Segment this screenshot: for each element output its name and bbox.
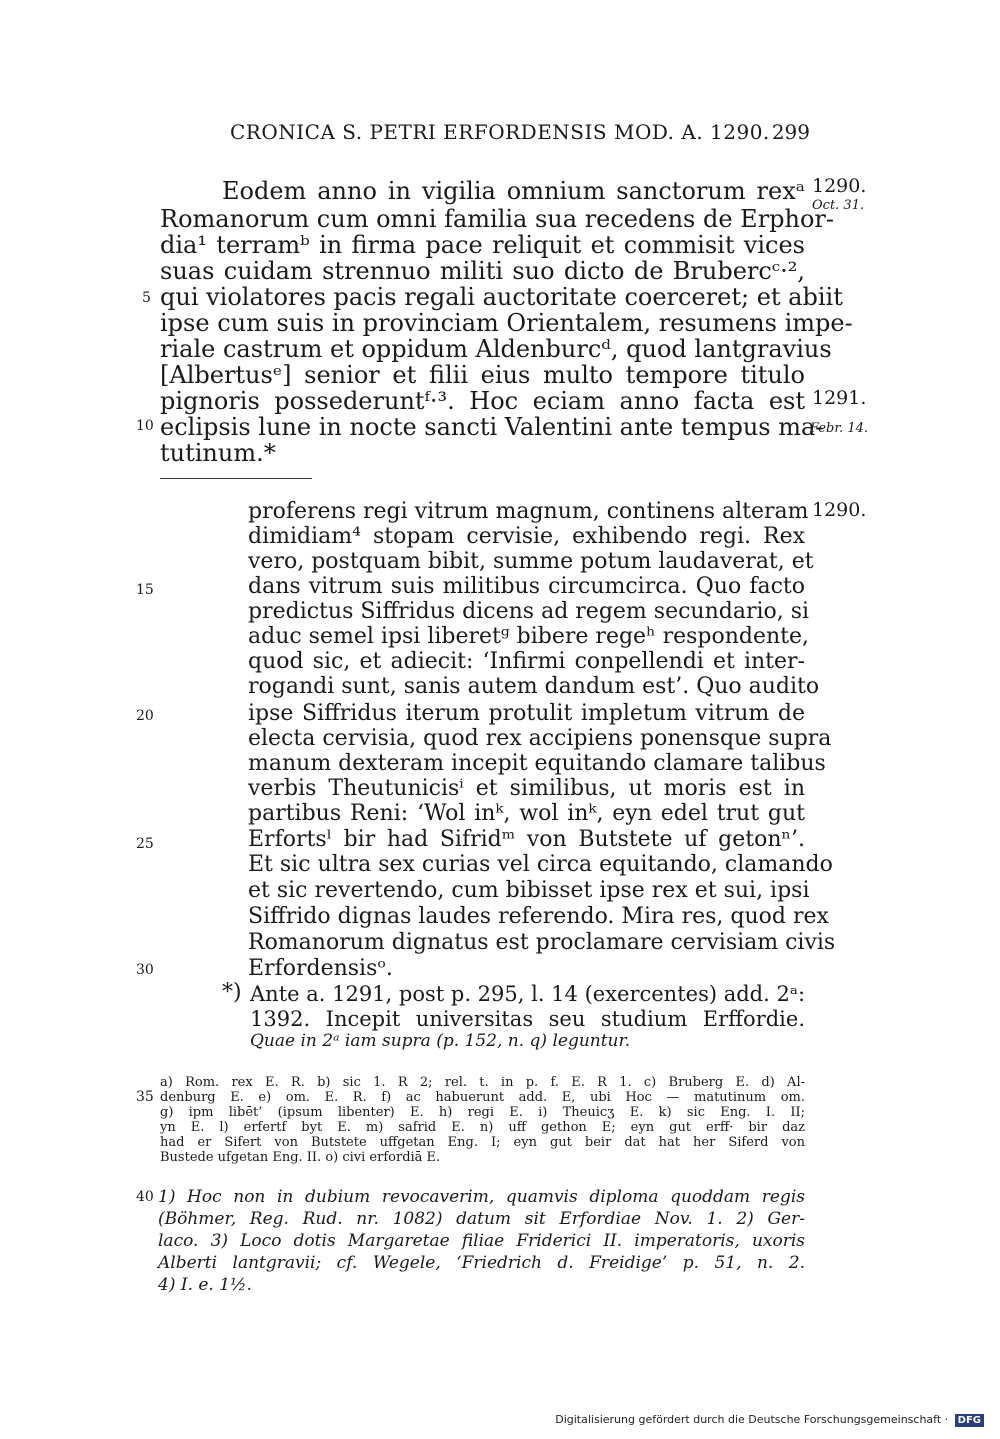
- recension-line: quod sic, et adiecit: ‘Infirmi conpellendi et inter-: [248, 649, 805, 674]
- recension-line: dans vitrum suis militibus circumcirca. Quo facto: [248, 574, 805, 599]
- main-text-line: eclipsis lune in nocte sancti Valentini ante tempus ma-: [160, 413, 824, 441]
- margin-year: 1290.: [812, 175, 867, 197]
- apparatus-line: denburg E. e) om. E. R. f) ac habuerunt add. E, ubi Hoc — matutinum om.: [160, 1090, 805, 1105]
- footnote-line: Alberti lantgravii; cf. Wegele, ‘Friedrich d. Freidige’ p. 51, n. 2.: [158, 1253, 805, 1273]
- apparatus-line: a) Rom. rex E. R. b) sic 1. R 2; rel. t. in p. f. E. R 1. c) Bruberg E. d) Al-: [160, 1075, 805, 1090]
- margin-year: 1291.: [812, 387, 867, 409]
- line-number: 5: [142, 290, 151, 306]
- footnote-line: laco. 3) Loco dotis Margaretae filiae Friderici II. imperatoris, uxoris: [158, 1231, 805, 1251]
- recension-line: Romanorum dignatus est proclamare cervisiam civis: [248, 930, 836, 955]
- recension-line: verbis Theutunicisⁱ et similibus, ut moris est in: [248, 776, 805, 801]
- main-text-line: qui violatores pacis regali auctoritate coerceret; et abiit: [160, 283, 843, 311]
- main-text-line: Eodem anno in vigilia omnium sanctorum rexᵃ: [222, 177, 805, 205]
- apparatus-line: Bustede ufgetan Eng. II. o) civi erfordiā E.: [160, 1150, 441, 1165]
- star-note-line: Ante a. 1291, post p. 295, l. 14 (exercentes) add. 2ᵃ:: [250, 982, 806, 1006]
- main-text-line: riale castrum et oppidum Aldenburcᵈ, quod lantgravius: [160, 335, 832, 363]
- recension-line: aduc semel ipsi liberetᵍ bibere regeʰ respondente,: [248, 624, 810, 649]
- recension-line: Erfordensisᵒ.: [248, 956, 393, 981]
- recension-line: electa cervisia, quod rex accipiens ponensque supra: [248, 726, 832, 751]
- recension-line: et sic revertendo, cum bibisset ipse rex et sui, ipsi: [248, 878, 810, 903]
- main-text-line: pignoris possederuntᶠ·³. Hoc eciam anno facta est: [160, 387, 805, 415]
- apparatus-line: yn E. l) erfertf byt E. m) safrid E. n) uff gethon E; eyn gut erff· bir daz: [160, 1120, 805, 1135]
- dfg-credit-text: Digitalisierung gefördert durch die Deutsche Forschungsgemeinschaft ·: [555, 1413, 949, 1426]
- line-number: 25: [136, 836, 154, 852]
- margin-year: 1290.: [812, 499, 867, 521]
- recension-line: proferens regi vitrum magnum, continens alteram: [248, 499, 809, 524]
- recension-line: manum dexteram incepit equitando clamare talibus: [248, 751, 826, 776]
- star-note-line: 1392. Incepit universitas seu studium Erffordie.: [250, 1007, 805, 1031]
- recension-line: Erfortsˡ bir had Sifridᵐ von Butstete uf getonⁿ’.: [248, 827, 805, 852]
- recension-line: Et sic ultra sex curias vel circa equitando, clamando: [248, 852, 833, 877]
- dfg-logo: DFG: [955, 1414, 984, 1427]
- margin-date-2: [812, 388, 866, 408]
- recension-line: predictus Siffridus dicens ad regem secundario, si: [248, 599, 810, 624]
- footnote-line: 1) Hoc non in dubium revocaverim, quamvis diploma quoddam regis: [158, 1187, 805, 1207]
- margin-date-3: [812, 500, 866, 520]
- main-text-line: suas cuidam strennuo militi suo dicto de Brubercᶜ·²,: [160, 257, 805, 285]
- margin-day: Febr. 14.: [810, 421, 869, 436]
- recension-line: dimidiam⁴ stopam cervisie, exhibendo regi. Rex: [248, 524, 805, 549]
- recension-line: vero, postquam bibit, summe potum laudaverat, et: [248, 549, 814, 574]
- star-note-line: Quae in 2ᵃ iam supra (p. 152, n. q) leguntur.: [250, 1031, 631, 1051]
- main-text-line: tutinum.*: [160, 439, 276, 467]
- page-number: 299: [771, 120, 810, 144]
- recension-line: rogandi sunt, sanis autem dandum est’. Quo audito: [248, 674, 820, 699]
- margin-date-1: [812, 176, 866, 216]
- running-header: [230, 120, 810, 154]
- separator-rule: [160, 478, 312, 479]
- running-title: CRONICA S. PETRI ERFORDENSIS MOD. A. 1290.: [230, 120, 770, 144]
- main-text-line: dia¹ terramᵇ in firma pace reliquit et commisit vices: [160, 231, 805, 259]
- main-text-line: Romanorum cum omni familia sua recedens de Erphor-: [160, 205, 835, 233]
- main-text-line: [Albertusᵉ] senior et filii eius multo tempore titulo: [160, 361, 805, 389]
- line-number: 15: [136, 582, 154, 598]
- recension-line: ipse Siffridus iterum protulit impletum vitrum de: [248, 701, 805, 726]
- footnote-line: (Böhmer, Reg. Rud. nr. 1082) datum sit Erfordiae Nov. 1. 2) Ger-: [158, 1209, 805, 1229]
- dfg-credit: [555, 1413, 984, 1427]
- main-text-line: ipse cum suis in provinciam Orientalem, resumens impe-: [160, 309, 853, 337]
- line-number: 30: [136, 962, 154, 978]
- footnote-line: 4) I. e. 1½.: [158, 1275, 252, 1295]
- margin-day: Oct. 31.: [812, 198, 865, 213]
- apparatus-line: had er Sifert von Butstete uffgetan Eng. I; eyn gut beir dat hat her Siferd von: [160, 1135, 805, 1150]
- margin-date-2-day: [810, 416, 868, 439]
- line-number: 10: [136, 418, 154, 434]
- star-note-marker: *): [222, 980, 242, 1005]
- line-number: 40: [136, 1189, 154, 1205]
- apparatus-line: g) ipm libēt’ (ipsum libenter) E. h) regi E. i) Theuicʒ E. k) sic Eng. I. II;: [160, 1105, 805, 1120]
- recension-line: Siffrido dignas laudes referendo. Mira res, quod rex: [248, 904, 829, 929]
- line-number: 20: [136, 708, 154, 724]
- line-number: 35: [136, 1089, 154, 1105]
- recension-line: partibus Reni: ‘Wol inᵏ, wol inᵏ, eyn edel trut gut: [248, 801, 805, 826]
